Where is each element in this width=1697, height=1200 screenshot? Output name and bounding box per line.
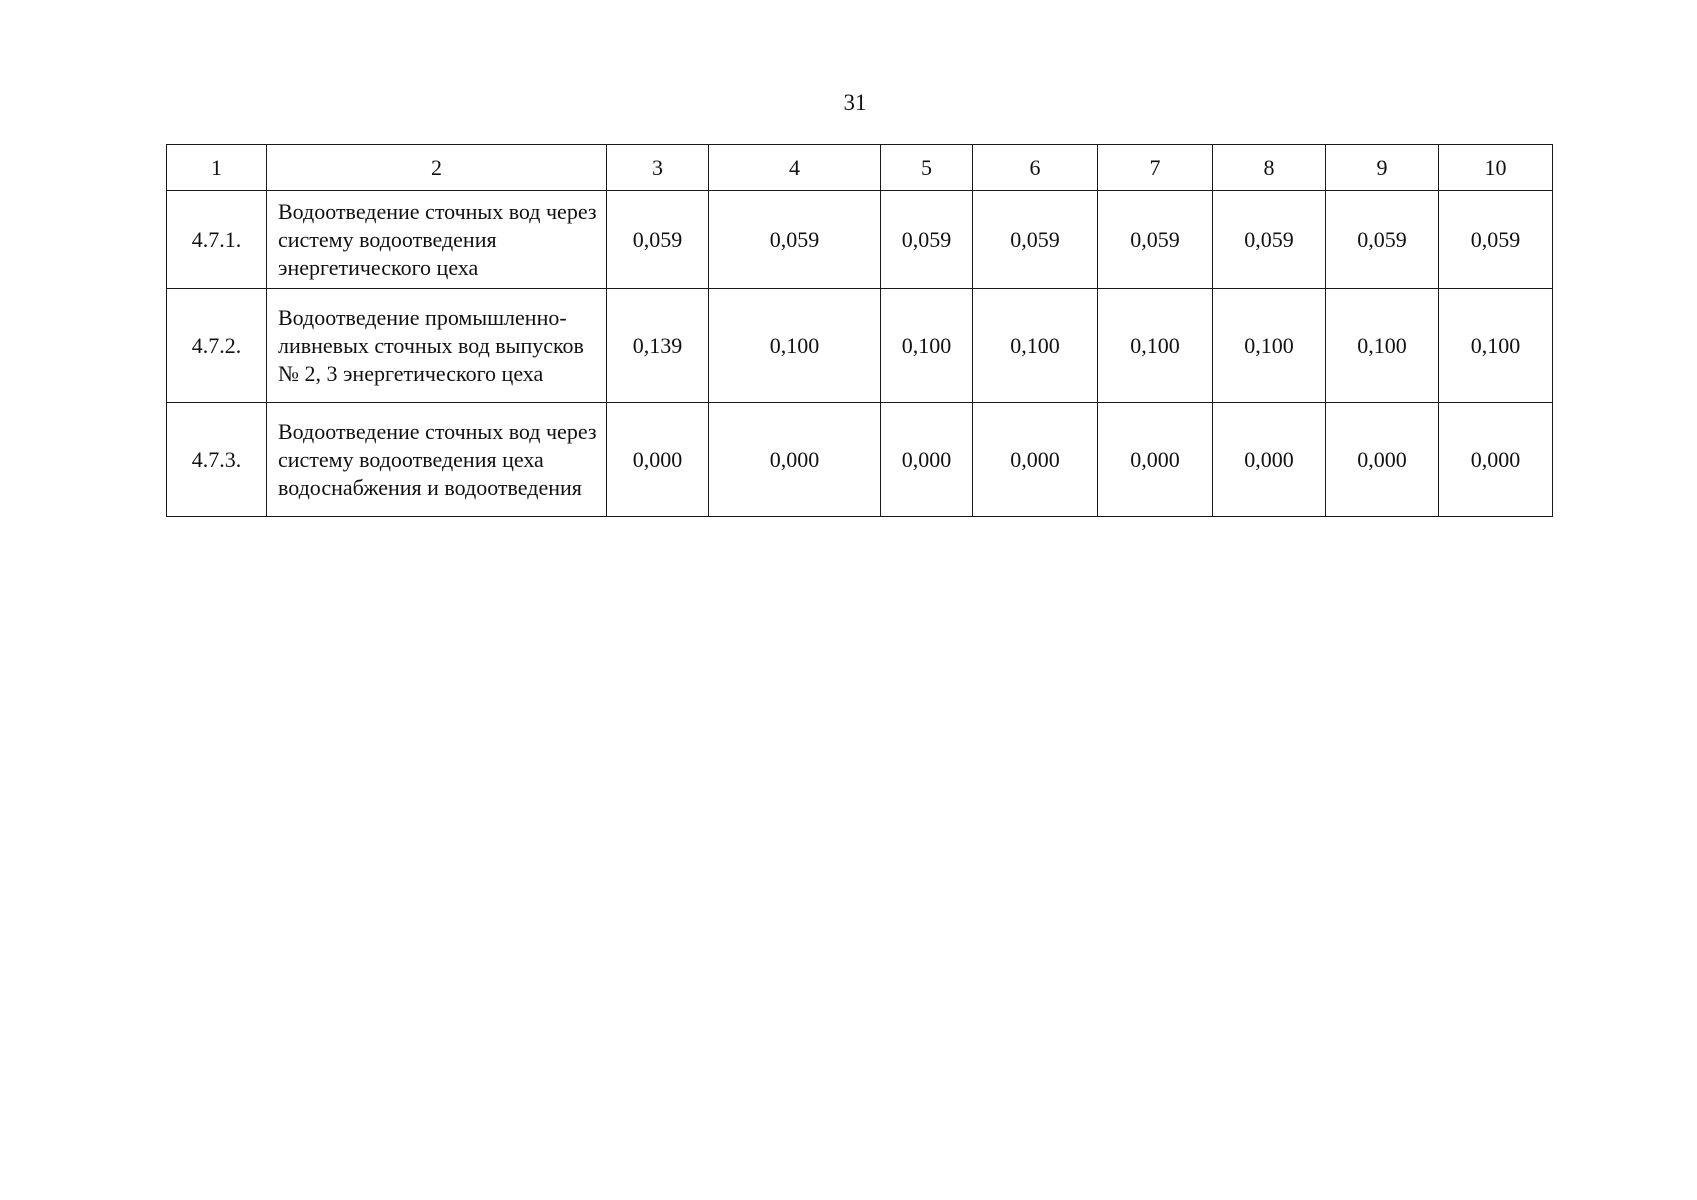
table-cell: 0,000: [1213, 403, 1326, 517]
column-header: 7: [1098, 145, 1213, 191]
column-header: 9: [1326, 145, 1439, 191]
column-header: 5: [881, 145, 973, 191]
column-header: 8: [1213, 145, 1326, 191]
table-cell: 0,000: [1439, 403, 1553, 517]
column-header: 10: [1439, 145, 1553, 191]
column-header: 2: [267, 145, 607, 191]
table-cell: 0,059: [1098, 191, 1213, 289]
table-row: [167, 403, 1553, 517]
page-number: 31: [843, 90, 867, 115]
table-cell: 0,000: [973, 403, 1098, 517]
column-header: 4: [709, 145, 881, 191]
table-cell: 0,100: [709, 289, 881, 403]
table-cell: 0,000: [607, 403, 709, 517]
table-header-row: [167, 145, 1553, 191]
row-description: Водоотведение промышленно-ливневых сточных вод выпусков № 2, 3 энергетического цеха: [267, 289, 607, 403]
table-cell: 0,100: [1213, 289, 1326, 403]
table-cell: 0,100: [1439, 289, 1553, 403]
table-cell: 0,000: [881, 403, 973, 517]
table-cell: 0,059: [1439, 191, 1553, 289]
table-cell: 0,059: [607, 191, 709, 289]
row-id: 4.7.2.: [167, 289, 267, 403]
row-description: Водоотведение сточных вод через систему водоотведения энергетического цеха: [267, 191, 607, 289]
table-cell: 0,059: [973, 191, 1098, 289]
table-cell: 0,100: [881, 289, 973, 403]
table-cell: 0,100: [1098, 289, 1213, 403]
column-header: 3: [607, 145, 709, 191]
table-cell: 0,059: [881, 191, 973, 289]
table-cell: 0,059: [1213, 191, 1326, 289]
column-header: 6: [973, 145, 1098, 191]
table-cell: 0,100: [973, 289, 1098, 403]
table-cell: 0,139: [607, 289, 709, 403]
row-id: 4.7.1.: [167, 191, 267, 289]
table-row: [167, 191, 1553, 289]
table-cell: 0,000: [1098, 403, 1213, 517]
data-table: [166, 144, 1553, 517]
table-cell: 0,059: [1326, 191, 1439, 289]
column-header: 1: [167, 145, 267, 191]
row-description: Водоотведение сточных вод через систему водоотведения цеха водоснабжения и водоотведения: [267, 403, 607, 517]
table-cell: 0,000: [709, 403, 881, 517]
table-row: [167, 289, 1553, 403]
row-id: 4.7.3.: [167, 403, 267, 517]
table-cell: 0,000: [1326, 403, 1439, 517]
table-cell: 0,100: [1326, 289, 1439, 403]
table-cell: 0,059: [709, 191, 881, 289]
